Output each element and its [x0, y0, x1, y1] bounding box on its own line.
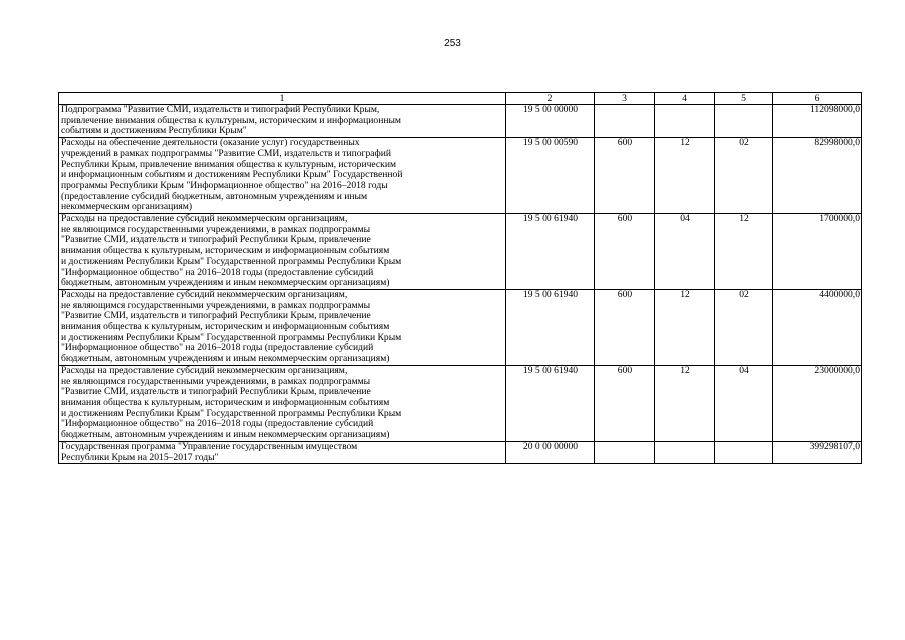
target-article-code: 19 5 00 61940 [506, 214, 595, 290]
description-line: и достижениям Республики Крым" Государственной программы Республики Крым [61, 255, 402, 267]
table-row [59, 105, 862, 138]
description-line: "Развитие СМИ, издательств и типографий Республики Крым, привлечение [61, 386, 371, 398]
target-article-code: 19 5 00 61940 [506, 289, 595, 365]
column-header-4: 4 [655, 93, 715, 105]
row-description [59, 138, 506, 214]
description-line: Расходы на предоставление субсидий некоммерческим организациям, [61, 213, 348, 225]
amount-value: 399298107,0 [773, 441, 862, 463]
expense-type-code [595, 105, 655, 138]
description-line: "Развитие СМИ, издательств и типографий Республики Крым, привлечение [61, 234, 371, 246]
table-row [59, 365, 862, 441]
amount-value: 4400000,0 [773, 289, 862, 365]
table-row [59, 289, 862, 365]
description-line: не являющимся государственными учреждениями, в рамках подпрограммы [61, 299, 371, 311]
section-code: 12 [655, 138, 715, 214]
description-line: "Информационное общество" на 2016–2018 годы (предоставление субсидий [61, 418, 374, 430]
page-number: 253 [444, 38, 461, 49]
description-line: бюджетным, автономным учреждениям и иным некоммерческим организациям) [61, 277, 390, 289]
table-row [59, 214, 862, 290]
column-header-6: 6 [773, 93, 862, 105]
amount-value: 23000000,0 [773, 365, 862, 441]
column-header-5: 5 [715, 93, 773, 105]
description-line: и информационным событиям и достижениям Республики Крым" Государственной [61, 169, 403, 181]
description-line: Подпрограмма "Развитие СМИ, издательств и типографий Республики Крым, [61, 104, 380, 115]
description-line: не являющимся государственными учреждениями, в рамках подпрограммы [61, 375, 371, 387]
description-line: Республики Крым, привлечение внимания общества к культурным, историческим [61, 158, 397, 170]
row-description [59, 105, 506, 138]
description-line: внимания общества к культурным, историческим и информационным событиям [61, 245, 390, 257]
description-line: Расходы на обеспечение деятельности (оказание услуг) государственных [61, 137, 360, 149]
row-description [59, 365, 506, 441]
target-article-code: 20 0 00 00000 [506, 441, 595, 463]
description-line: внимания общества к культурным, историческим и информационным событиям [61, 396, 390, 408]
target-article-code: 19 5 00 61940 [506, 365, 595, 441]
description-line: Республики Крым на 2015–2017 годы" [61, 451, 219, 463]
description-line: бюджетным, автономным учреждениям и иным некоммерческим организациям) [61, 353, 390, 365]
column-header-1: 1 [59, 93, 506, 105]
target-article-code: 19 5 00 00590 [506, 138, 595, 214]
amount-value: 112098000,0 [773, 105, 862, 138]
expense-type-code: 600 [595, 138, 655, 214]
header-row [59, 93, 862, 105]
section-code [655, 441, 715, 463]
description-line: и достижениям Республики Крым" Государственной программы Республики Крым [61, 407, 402, 419]
table-body [59, 105, 862, 464]
description-line: программы Республики Крым "Информационное общество" на 2016–2018 годы [61, 179, 388, 191]
subsection-code: 12 [715, 214, 773, 290]
description-line: внимания общества к культурным, историческим и информационным событиям [61, 321, 390, 333]
amount-value: 1700000,0 [773, 214, 862, 290]
description-line: событиям и достижениям Республики Крым" [61, 125, 247, 137]
row-description [59, 214, 506, 290]
table-row [59, 441, 862, 463]
section-code [655, 105, 715, 138]
description-line: и достижениям Республики Крым" Государственной программы Республики Крым [61, 331, 402, 343]
section-code: 04 [655, 214, 715, 290]
description-line: "Информационное общество" на 2016–2018 годы (предоставление субсидий [61, 342, 374, 354]
column-header-2: 2 [506, 93, 595, 105]
expense-type-code: 600 [595, 289, 655, 365]
description-line: "Информационное общество" на 2016–2018 годы (предоставление субсидий [61, 266, 374, 278]
expense-type-code: 600 [595, 365, 655, 441]
description-line: Государственная программа "Управление государственным имуществом [61, 440, 358, 452]
subsection-code [715, 105, 773, 138]
subsection-code: 02 [715, 289, 773, 365]
description-line: Расходы на предоставление субсидий некоммерческим организациям, [61, 364, 348, 376]
expense-type-code [595, 441, 655, 463]
section-code: 12 [655, 365, 715, 441]
description-line: Расходы на предоставление субсидий некоммерческим организациям, [61, 288, 348, 300]
table-row [59, 138, 862, 214]
description-line: привлечение внимания общества к культурным, историческим и информационным [61, 114, 401, 126]
budget-table [58, 92, 862, 464]
description-line: учреждений в рамках подпрограммы "Развитие СМИ, издательств и типографий [61, 147, 392, 159]
row-description [59, 289, 506, 365]
target-article-code: 19 5 00 00000 [506, 105, 595, 138]
description-line: "Развитие СМИ, издательств и типографий Республики Крым, привлечение [61, 310, 371, 322]
amount-value: 82998000,0 [773, 138, 862, 214]
row-description [59, 441, 506, 463]
description-line: некоммерческим организациям) [61, 201, 193, 213]
subsection-code: 04 [715, 365, 773, 441]
description-line: не являющимся государственными учреждениями, в рамках подпрограммы [61, 223, 371, 235]
description-line: (предоставление субсидий бюджетным, автономным учреждениям и иным [61, 190, 368, 202]
column-header-3: 3 [595, 93, 655, 105]
section-code: 12 [655, 289, 715, 365]
description-line: бюджетным, автономным учреждениям и иным некоммерческим организациям) [61, 429, 390, 441]
subsection-code: 02 [715, 138, 773, 214]
expense-type-code: 600 [595, 214, 655, 290]
subsection-code [715, 441, 773, 463]
